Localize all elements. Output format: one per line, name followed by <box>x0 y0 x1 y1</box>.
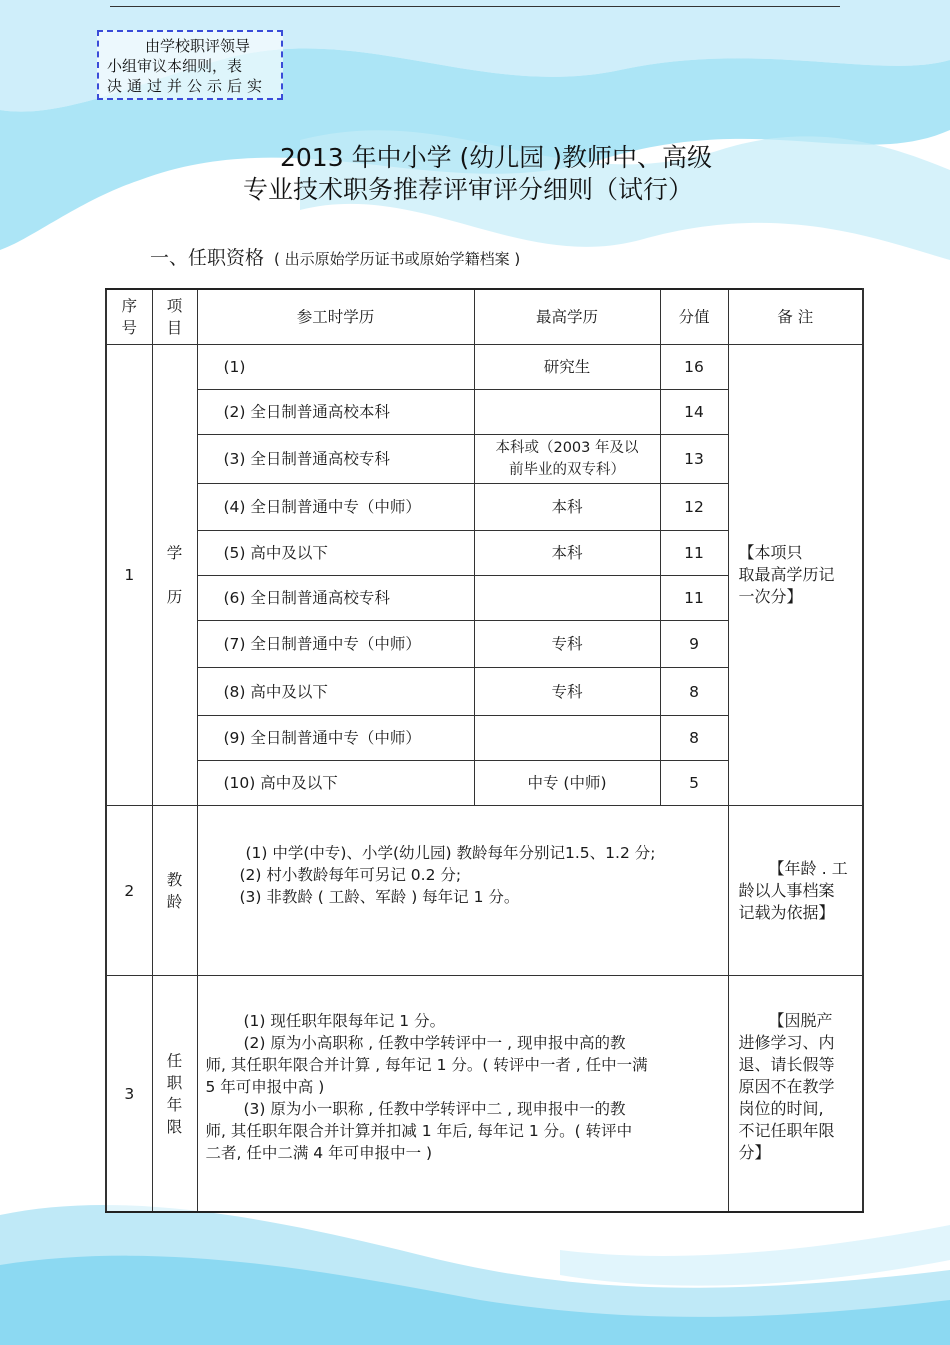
header-remark: 备 注 <box>728 289 863 345</box>
content-line: 二者, 任中二满 4 年可申报中一 ) <box>205 1144 433 1162</box>
table-row <box>106 345 863 390</box>
score-cell: 8 <box>660 668 728 716</box>
row-item-tenure: 任 职 年 限 <box>152 976 197 1213</box>
entry-cell: (4) 全日制普通中专（中师） <box>197 484 474 531</box>
entry-cell: (9) 全日制普通中专（中师） <box>197 716 474 761</box>
section-heading-text: 一、任职资格 <box>150 247 265 269</box>
scoring-table <box>105 288 864 1213</box>
highest-cell: 中专 (中师) <box>474 761 660 806</box>
tenure-remark: 【因脱产 进修学习、内 退、请长假等 原因不在教学 岗位的时间, 不记任职年限 分】 <box>728 976 863 1213</box>
score-cell: 8 <box>660 716 728 761</box>
teaching-age-remark: 【年龄 . 工 龄以人事档案 记载为依据】 <box>728 806 863 976</box>
highest-cell <box>474 576 660 621</box>
section-heading <box>150 243 520 270</box>
row-item-teaching-age: 教 龄 <box>152 806 197 976</box>
table-row <box>106 806 863 976</box>
entry-cell: (8) 高中及以下 <box>197 668 474 716</box>
row-seq: 2 <box>106 806 152 976</box>
score-cell: 14 <box>660 390 728 435</box>
header-highest-education: 最高学历 <box>474 289 660 345</box>
header-seq: 序 号 <box>106 289 152 345</box>
approval-note-line: 由学校职评领导 <box>145 37 251 55</box>
entry-cell: (10) 高中及以下 <box>197 761 474 806</box>
entry-cell: (6) 全日制普通高校专科 <box>197 576 474 621</box>
content-line: (1) 中学(中专)、小学(幼儿园) 教龄每年分别记1.5、1.2 分; <box>245 844 656 862</box>
score-cell: 12 <box>660 484 728 531</box>
approval-note-line: 小组审议本细则，表 <box>107 57 243 75</box>
teaching-age-content <box>197 806 728 976</box>
document-title-line-2: 专业技术职务推荐评审评分细则（试行） <box>242 175 693 204</box>
row-seq: 1 <box>106 345 152 806</box>
table-row <box>106 976 863 1213</box>
approval-note-box <box>97 30 283 100</box>
section-heading-note: ( 出示原始学历证书或原始学籍档案 ) <box>274 250 521 268</box>
highest-cell: 研究生 <box>474 345 660 390</box>
content-line: (2) 原为小高职称 , 任教中学转评中一 , 现申报中高的教 <box>243 1034 626 1052</box>
highest-cell: 本科 <box>474 484 660 531</box>
row-seq: 3 <box>106 976 152 1213</box>
top-rule <box>110 6 840 7</box>
score-cell: 16 <box>660 345 728 390</box>
header-score: 分值 <box>660 289 728 345</box>
highest-cell: 专科 <box>474 621 660 668</box>
content-line: 师, 其任职年限合并计算并扣减 1 年后, 每年记 1 分。( 转评中 <box>205 1122 633 1140</box>
score-cell: 9 <box>660 621 728 668</box>
tenure-content <box>197 976 728 1213</box>
education-remark: 【本项只 取最高学历记 一次分】 <box>728 345 863 806</box>
highest-cell: 本科或（2003 年及以 前毕业的双专科） <box>474 435 660 484</box>
content-line: (2) 村小教龄每年可另记 0.2 分; <box>239 866 462 884</box>
approval-note-line: 决通过并公示后实 <box>107 77 268 95</box>
score-cell: 13 <box>660 435 728 484</box>
table-header-row <box>106 289 863 345</box>
header-entry-education: 参工时学历 <box>197 289 474 345</box>
score-cell: 5 <box>660 761 728 806</box>
row-item-education: 学 历 <box>152 345 197 806</box>
entry-cell: (7) 全日制普通中专（中师） <box>197 621 474 668</box>
score-cell: 11 <box>660 576 728 621</box>
score-cell: 11 <box>660 531 728 576</box>
entry-cell: (2) 全日制普通高校本科 <box>197 390 474 435</box>
highest-cell: 专科 <box>474 668 660 716</box>
entry-cell: (5) 高中及以下 <box>197 531 474 576</box>
highest-cell: 本科 <box>474 531 660 576</box>
document-title-line-1: 2013 年中小学 (幼儿园 )教师中、高级 <box>280 143 712 172</box>
entry-cell: (3) 全日制普通高校专科 <box>197 435 474 484</box>
content-line: (3) 非教龄 ( 工龄、军龄 ) 每年记 1 分。 <box>239 888 520 906</box>
content-line: 师, 其任职年限合并计算 , 每年记 1 分。( 转评中一者 , 任中一满 <box>205 1056 648 1074</box>
content-line: (3) 原为小一职称 , 任教中学转评中二 , 现申报中一的教 <box>243 1100 626 1118</box>
content-line: (1) 现任职年限每年记 1 分。 <box>243 1012 446 1030</box>
content-line: 5 年可申报中高 ) <box>205 1078 325 1096</box>
entry-cell: (1) <box>197 345 474 390</box>
header-item: 项 目 <box>152 289 197 345</box>
highest-cell <box>474 390 660 435</box>
highest-cell <box>474 716 660 761</box>
